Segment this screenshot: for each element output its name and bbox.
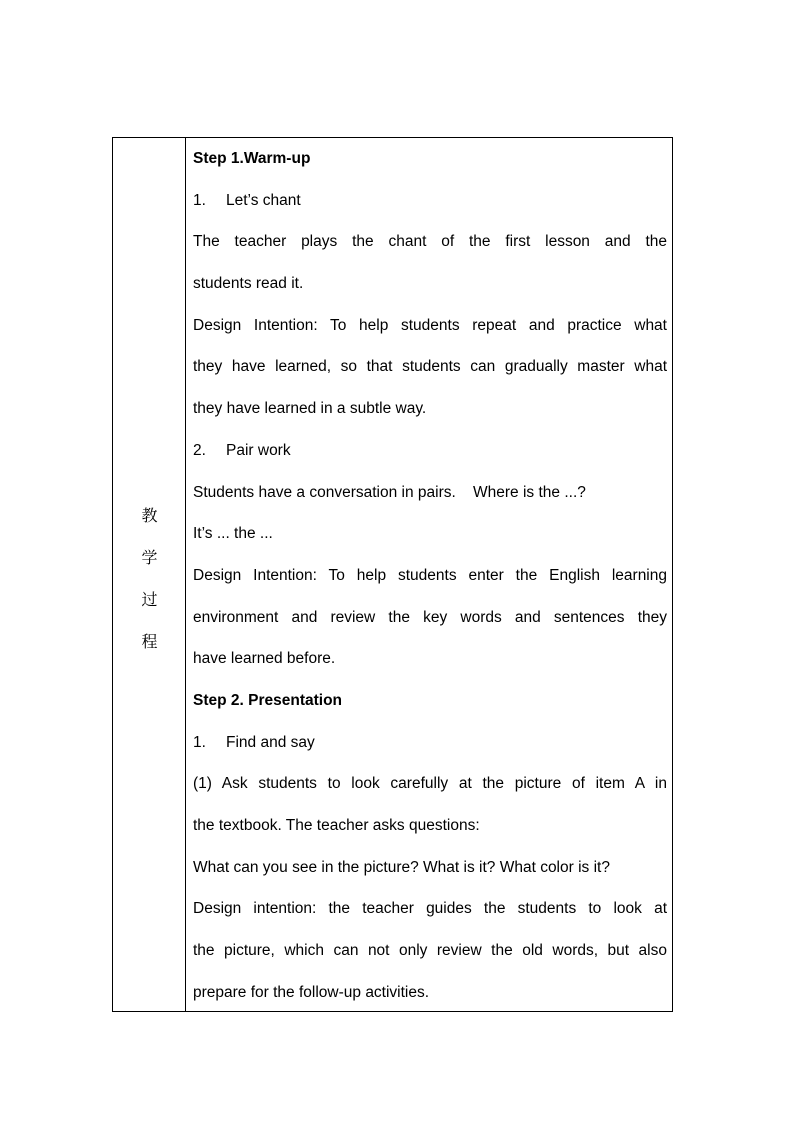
paragraph-line: environment and review the key words and sentences they <box>193 608 667 626</box>
paragraph-line: Students have a conversation in pairs. Where is the ...? <box>193 483 586 501</box>
list-item-text: Find and say <box>226 733 315 751</box>
step-heading: Step 2. Presentation <box>193 691 343 709</box>
list-item <box>193 188 667 230</box>
paragraph-line: Design Intention: To help students enter the English learning <box>193 566 667 584</box>
list-number: 1. <box>193 191 206 209</box>
list-item-text: Let’s chant <box>226 191 301 209</box>
teaching-process-content <box>193 146 667 1021</box>
paragraph-line: the picture, which can not only review the old words, but also <box>193 942 667 960</box>
list-item <box>193 438 667 480</box>
section-label-cell <box>113 138 186 1011</box>
paragraph-line: they have learned in a subtle way. <box>193 400 427 418</box>
paragraph-line: they have learned, so that students can gradually master what <box>193 358 667 376</box>
paragraph-line: (1) Ask students to look carefully at the picture of item A in <box>193 775 667 793</box>
paragraph-line: Design Intention: To help students repeat and practice what <box>193 316 667 334</box>
list-item <box>193 730 667 772</box>
section-label-char: 教 <box>141 506 158 525</box>
section-label <box>113 501 186 669</box>
list-number: 2. <box>193 441 206 459</box>
list-number: 1. <box>193 733 206 751</box>
paragraph-line: It’s ... the ... <box>193 525 273 543</box>
paragraph-line: have learned before. <box>193 650 336 668</box>
section-label-char: 过 <box>141 590 158 609</box>
list-item-text: Pair work <box>226 441 291 459</box>
paragraph-line: prepare for the follow-up activities. <box>193 983 430 1001</box>
paragraph-line: students read it. <box>193 275 304 293</box>
lesson-plan-table <box>112 137 673 1012</box>
section-label-char: 程 <box>141 632 158 651</box>
paragraph-line: Design intention: the teacher guides the students to look at <box>193 900 667 918</box>
section-label-char: 学 <box>141 548 158 567</box>
paragraph-line: the textbook. The teacher asks questions: <box>193 817 480 834</box>
paragraph-line: What can you see in the picture? What is it? What color is it? <box>193 858 610 876</box>
paragraph-line: The teacher plays the chant of the first lesson and the <box>193 233 667 251</box>
step-heading: Step 1.Warm-up <box>193 150 311 167</box>
